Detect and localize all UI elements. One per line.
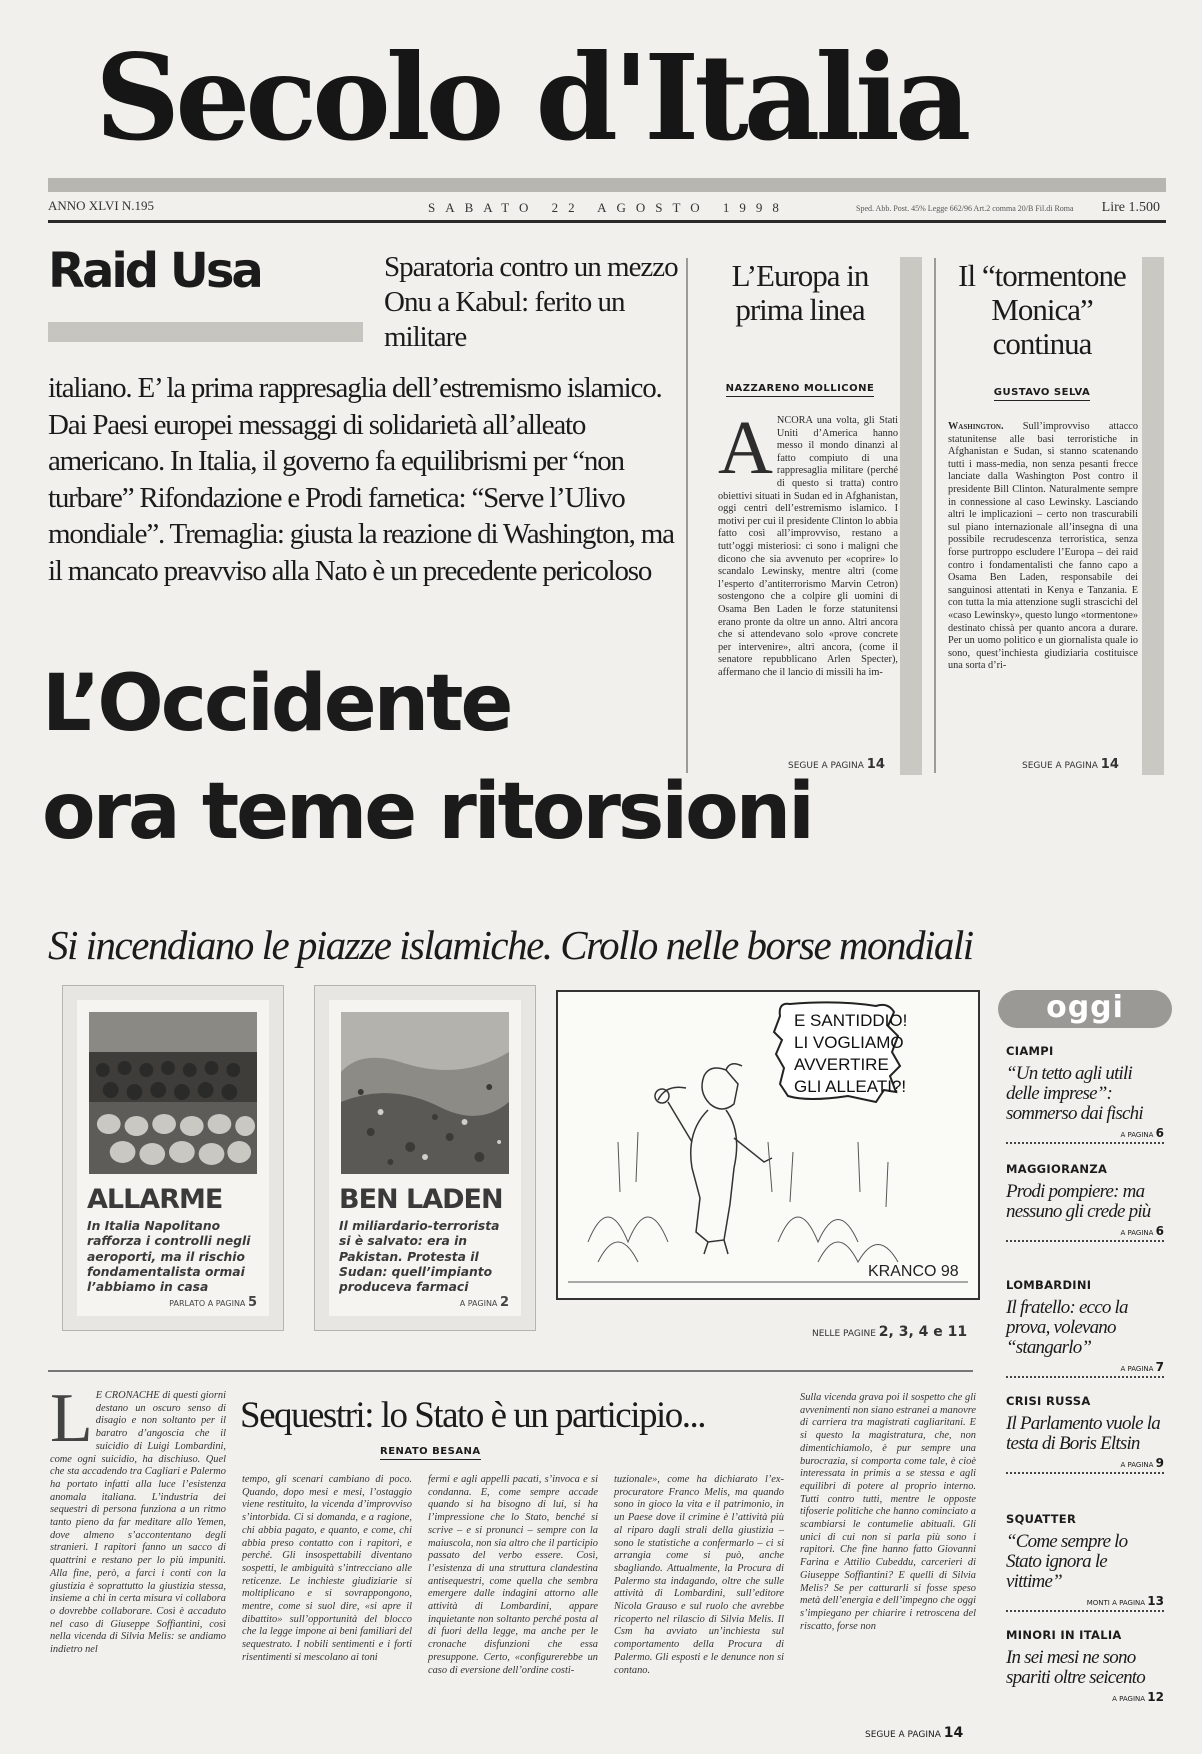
dateline	[48, 194, 1166, 220]
oggi-ref-page: 9	[1155, 1456, 1164, 1470]
oggi-header: oggi	[998, 990, 1172, 1028]
column-text	[948, 421, 1138, 673]
oggi-ref-page: 12	[1147, 1690, 1164, 1704]
bottom-article-author	[380, 1446, 481, 1457]
bubble-line-1: E SANTIDDIO!	[794, 1011, 908, 1030]
oggi-text: “Un tetto agli utili delle imprese”: sommerso dai fischi	[1006, 1063, 1143, 1124]
photo-rubble-image	[341, 1012, 509, 1174]
column-body: NCORA una volta, gli Stati Uniti d’America hanno messo il mondo dinanzi al fatto compiuto di una rappresaglia militare (perché di questo si tratta) contro obiettivi situati in Sudan ed in Afghanistan, oggi centri dell’estremismo islamico. I motivi per cui il presidente Clinton lo abbia fatto così all’improvviso, restano a tutt’oggi misteriosi: ci sono i maligni che dicono che sia avvenuto per «coprire» lo scandalo Lewinsky, mentre altri (come l’esperto d’antiterrorismo Marvin Cetron) sostengono che a colpire gli uomini di Osama Ben Laden le forze statunitensi erano pronte da oltre un anno. Altri ancora che si attendevano solo «prove concrete per intervenire», altri ancora, (come il senatore repubblicano Arlen Specter), affermano che il lancio di missili ha im-	[718, 415, 898, 678]
bottom-col-5-text: Sulla vicenda grava poi il sospetto che gli avvenimenti non siano estranei a manovre di carriera tra magistrati cagliaritani. E si questo la magistratura, che, non dimentichiamolo, è pur sempre una burocrazia, si comporta come tale, è cioè interessata in primis a se stessa e agli equilibri di potere al proprio interno. Tutti contro tutti, mentre le opposte tifoserie politiche che hanno cominciato a scambiarsi le contumelie abituali. Gli unici di cui non si parla più sono i rapitori. Che fine hanno fatto Giovanni Farina e Attilio Cubeddu, carcerieri di Giuseppe Soffiantini? E quelli di Silvia Melis? Se per catturarli si fosse speso metà dell’energia e dell’impegno che oggi s’impiegano per chiarire i retroscena del riscatto, forse non	[800, 1392, 976, 1632]
bottom-article-rule	[48, 1370, 973, 1372]
bottom-article-col-3	[428, 1474, 598, 1677]
cartoon-page-ref[interactable]	[812, 1324, 967, 1340]
oggi-text: Il Parlamento vuole la testa di Boris Eltsin	[1006, 1413, 1160, 1454]
oggi-page-ref	[1006, 1690, 1164, 1704]
story-card-allarme[interactable]	[62, 985, 284, 1331]
editorial-cartoon	[556, 990, 980, 1300]
oggi-divider	[1006, 1240, 1164, 1242]
card-ref-label: PARLATO A PAGINA	[169, 1299, 246, 1308]
lead-first-lines: Sparatoria contro un mezzo Onu a Kabul: ferito un militare	[384, 251, 678, 353]
lead-kicker: Raid Usa	[48, 243, 261, 299]
cartoon-scribbles	[568, 1132, 968, 1282]
oggi-sidebar	[994, 990, 1174, 1744]
oggi-item[interactable]	[1006, 1162, 1164, 1242]
photo-rubble	[341, 1012, 509, 1174]
oggi-page-ref	[1006, 1360, 1164, 1374]
photo-prayer	[89, 1012, 257, 1174]
oggi-divider	[1006, 1610, 1164, 1612]
main-headline	[42, 650, 1042, 866]
oggi-ref-page: 7	[1155, 1360, 1164, 1374]
card-text: In Italia Napolitano rafforza i controlli negli aeroporti, ma il rischio fondamentalista ormai l’abbiamo in casa	[87, 1219, 251, 1295]
bottom-col-3-text: fermi e agli appelli pacati, s’invoca e si condanna. E, come sempre accade quando si ha bisogno di lui, si ha l’impressione che lo Stato, benché si scrive – e si pronunci – sempre con la maiuscola, non sia altro che il participio passato del verbo essere. Così, l’esistenza di una struttura clandestina antisequestri, come quella che sembra emergere dalle indagini attorno alle attività di Lombardini, appare inquietante non soltanto perché posta al di fuori della legge, ma anche per le cronache disfunzioni che essa presuppone. Certo, «configurerebbe un caso di eversione dell’ordine costi-	[428, 1474, 598, 1676]
cartoon-ref-pages: 2, 3, 4 e 11	[878, 1324, 968, 1340]
oggi-ref-page: 13	[1147, 1594, 1164, 1608]
oggi-label: CRISI RUSSA	[1006, 1394, 1091, 1408]
card-ref-page: 5	[247, 1295, 257, 1310]
oggi-label: CIAMPI	[1006, 1044, 1054, 1058]
oggi-page-ref	[1006, 1594, 1164, 1608]
issue-number: ANNO XLVI N.195	[48, 198, 155, 213]
lead-body: italiano. E’ la prima rappresaglia dell’estremismo islamico. Dai Paesi europei messaggi di solidarietà all’alleato americano. In Italia, il governo fa equilibrismi per “non turbare” Rifondazione e Prodi farnetica: “Serve l’Ulivo mondiale”. Tremaglia: giusta la reazione di Washington, ma il mancato preavviso alla Nato è un precedente pericoloso	[48, 372, 674, 587]
card-ref-page: 2	[499, 1295, 509, 1310]
oggi-item[interactable]	[1006, 1044, 1164, 1144]
card-title: BEN LADEN	[339, 1184, 503, 1215]
cartoon-signature: KRANCO 98	[868, 1263, 959, 1280]
dropcap: A	[718, 406, 773, 490]
bottom-col-1-text: E CRONACHE di questi giorni destano un oscuro senso di disagio e non soltanto per il baratro d’angoscia che il suicidio di Luigi Lombardini, come ogni suicidio, ha dischiuso. Quel che sta accadendo tra Cagliari e Palermo ha portato infatti alla luce l’esistenza anomala italiana. L’industria dei sequestri di persona funziona a un ritmo tanto pieno da far meditare allo Yemen, dove almeno s’accontentano degli stranieri. I rapitori fanno un sacco di quattrini e restano per lo più impuniti. Alla fine, però, a farci i conti con la giustizia è soprattutto la giustizia stessa, insieme a chi in certa misura vi collabora o dovrebbe collaborare. Così è accaduto nel caso di Giuseppe Soffiantini, così nella vicenda di Silvia Melis: se andiamo indietro nel	[50, 1390, 226, 1656]
bottom-article-title: Sequestri: lo Stato è un participio...	[240, 1395, 706, 1436]
issue-date: SABATO 22 AGOSTO 1998	[428, 200, 789, 215]
cartoon-figure	[655, 1064, 772, 1254]
bubble-line-3: AVVERTIRE	[794, 1055, 889, 1074]
cartoon-drawing	[558, 992, 978, 1298]
oggi-ref-label: A PAGINA	[1120, 1365, 1154, 1373]
bottom-article-col-5	[800, 1392, 976, 1633]
column-title: Il “tormentone Monica” continua	[958, 258, 1126, 361]
card-inner	[329, 1000, 521, 1316]
oggi-ref-label: A PAGINA	[1120, 1131, 1154, 1139]
kicker-underline	[48, 322, 363, 342]
segue-label: SEGUE A PAGINA	[1022, 761, 1098, 771]
segue-page: 14	[1100, 757, 1119, 772]
oggi-text: Il fratello: ecco la prova, volevano “stangarlo”	[1006, 1297, 1128, 1358]
oggi-item[interactable]	[1006, 1394, 1164, 1474]
oggi-page-ref	[1006, 1224, 1164, 1238]
masthead-band	[48, 178, 1166, 192]
oggi-item[interactable]	[1006, 1628, 1164, 1704]
subheadline: Si incendiano le piazze islamiche. Crollo nelle borse mondiali	[48, 922, 973, 968]
masthead-rule	[48, 220, 1166, 223]
oggi-label: MAGGIORANZA	[1006, 1162, 1108, 1176]
oggi-item[interactable]	[1006, 1512, 1164, 1612]
bottom-article-col-4	[614, 1474, 784, 1677]
segue-label: SEGUE A PAGINA	[788, 761, 864, 771]
oggi-text: Prodi pompiere: ma nessuno gli crede più	[1006, 1181, 1151, 1222]
bottom-col-2-text: tempo, gli scenari cambiano di poco. Quando, dopo mesi e mesi, l’ostaggio viene restituito, la vicenda d’improvviso s’intorbida. Ci si domanda, e a ragione, chi abbia pagato, e quanto, e come, chi abbia preso contatto con i rapitori, e perché. Gli insospettabili diventano sospetti, le ambiguità s’intrecciano alle reticenze. Le inchieste giudiziarie si moltiplicano e si sovrappongono, mentre, come si suol dire, «si apre il dibattito» sull’opportunità del blocco che la legge impone ai beni familiari del sequestrato. I nobili sentimenti e i forti risentimenti si mescolano ai toni	[242, 1474, 412, 1663]
oggi-ref-label: A PAGINA	[1120, 1461, 1154, 1469]
oggi-label: LOMBARDINI	[1006, 1278, 1092, 1292]
column-body: Sull’improvviso attacco statunitense alle basi terroristiche in Afghanistan e Sudan, si stanno scatenando tutti i mass-media, non senza pesanti frecce lanciate dalla Washington Post contro il presidente Bill Clinton. Naturalmente sempre in connessione al caso Lewinsky. Lasciando altri le implicazioni – certo non trascurabili sul piano internazionale all’insegna di una possibile recrudescenza terroristica, senza forse purtroppo escludere l’Europa – dei raid contro i fondamentalisti che fanno capo a Osama Ben Laden, responsabile dei sanguinosi attentati in Kenya e Tanzania. E con tutta la mia attenzione sugli strascichi del «caso Lewinsky», questo lungo «tormentone» destinato chissà per quanto ancora a durare. Per un uomo politico e un giornalista quale io sono, quest’inchiesta giudiziaria costituisce una sorta d’ri-	[948, 421, 1138, 672]
masthead-title: Secolo d'Italia	[95, 28, 967, 167]
bottom-article-col-2	[242, 1474, 412, 1665]
column-text	[718, 406, 898, 679]
cartoon-ref-label: NELLE PAGINE	[812, 1329, 876, 1339]
oggi-page-ref	[1006, 1456, 1164, 1470]
card-text: Il miliardario-terrorista si è salvato: era in Pakistan. Protesta il Sudan: quell’impianto produceva farmaci	[339, 1219, 500, 1295]
card-page-ref	[460, 1295, 509, 1310]
bottom-col-4-text: tuzionale», come ha dichiarato l’ex-procuratore Franco Melis, ma quando sono in gioco la vita e il patrimonio, in un Paese dove il crimine è l’attività più al riparo dagli strali della giustizia – sono le statistiche a confermarlo – ci si arrangia come si può, anche sbagliando. Attualmente, la Procura di Palermo sta indagando, oltre che sulle attività di Lombardini, sull’editore Nicola Grauso e sul ruolo che avrebbe ricoperto nel rilascio di Silvia Melis. Il Csm ha avviato un’inchiesta sul comportamento della Procura di Palermo. Gli esposti e le denunce non si contano.	[614, 1474, 784, 1676]
bottom-article-col-1	[50, 1380, 226, 1657]
issue-price: Lire 1.500	[1101, 200, 1160, 215]
oggi-label: MINORI IN ITALIA	[1006, 1628, 1122, 1642]
bottom-segue-label: SEGUE A PAGINA	[865, 1730, 941, 1740]
bottom-segue-link[interactable]	[865, 1725, 963, 1741]
postal-info: Sped. Abb. Post. 45% Legge 662/96 Art.2 comma 20/B Fil.di Roma	[856, 204, 1074, 213]
oggi-divider	[1006, 1472, 1164, 1474]
oggi-page-ref	[1006, 1126, 1164, 1140]
oggi-ref-label: A PAGINA	[1120, 1229, 1154, 1237]
bottom-dropcap: L	[50, 1380, 93, 1457]
bottom-segue-page: 14	[943, 1725, 964, 1741]
segue-page: 14	[866, 757, 885, 772]
bottom-author-name: RENATO BESANA	[380, 1446, 481, 1460]
card-inner	[77, 1000, 269, 1316]
story-card-ben-laden[interactable]	[314, 985, 536, 1331]
oggi-item[interactable]	[1006, 1278, 1164, 1378]
column-title: L’Europa in prima linea	[731, 258, 869, 327]
column-author	[942, 387, 1142, 398]
column-author-name: GUSTAVO SELVA	[994, 387, 1091, 401]
column-author	[700, 383, 900, 394]
bubble-line-2: LI VOGLIAMO	[794, 1033, 904, 1052]
card-page-ref	[169, 1295, 257, 1310]
oggi-ref-label: A PAGINA	[1112, 1695, 1146, 1703]
oggi-ref-label: MONTI A PAGINA	[1086, 1599, 1146, 1607]
oggi-text: In sei mesi ne sono spariti oltre seicento	[1006, 1647, 1145, 1688]
photo-prayer-image	[89, 1012, 257, 1174]
column-author-name: NAZZARENO MOLLICONE	[726, 383, 875, 397]
oggi-divider	[1006, 1142, 1164, 1144]
dateline-place: Washington.	[948, 421, 1004, 432]
oggi-divider	[1006, 1376, 1164, 1378]
oggi-label: SQUATTER	[1006, 1512, 1077, 1526]
oggi-ref-page: 6	[1155, 1224, 1164, 1238]
card-ref-label: A PAGINA	[459, 1299, 498, 1308]
column-shade	[1142, 257, 1164, 775]
headline-line-1: L’Occidente	[42, 659, 511, 749]
bubble-line-4: GLI ALLEATI?!	[794, 1077, 907, 1096]
card-title: ALLARME	[87, 1184, 223, 1215]
oggi-text: “Come sempre lo Stato ignora le vittime”	[1006, 1531, 1128, 1592]
headline-line-2: ora teme ritorsioni	[42, 767, 812, 857]
oggi-ref-page: 6	[1155, 1126, 1164, 1140]
